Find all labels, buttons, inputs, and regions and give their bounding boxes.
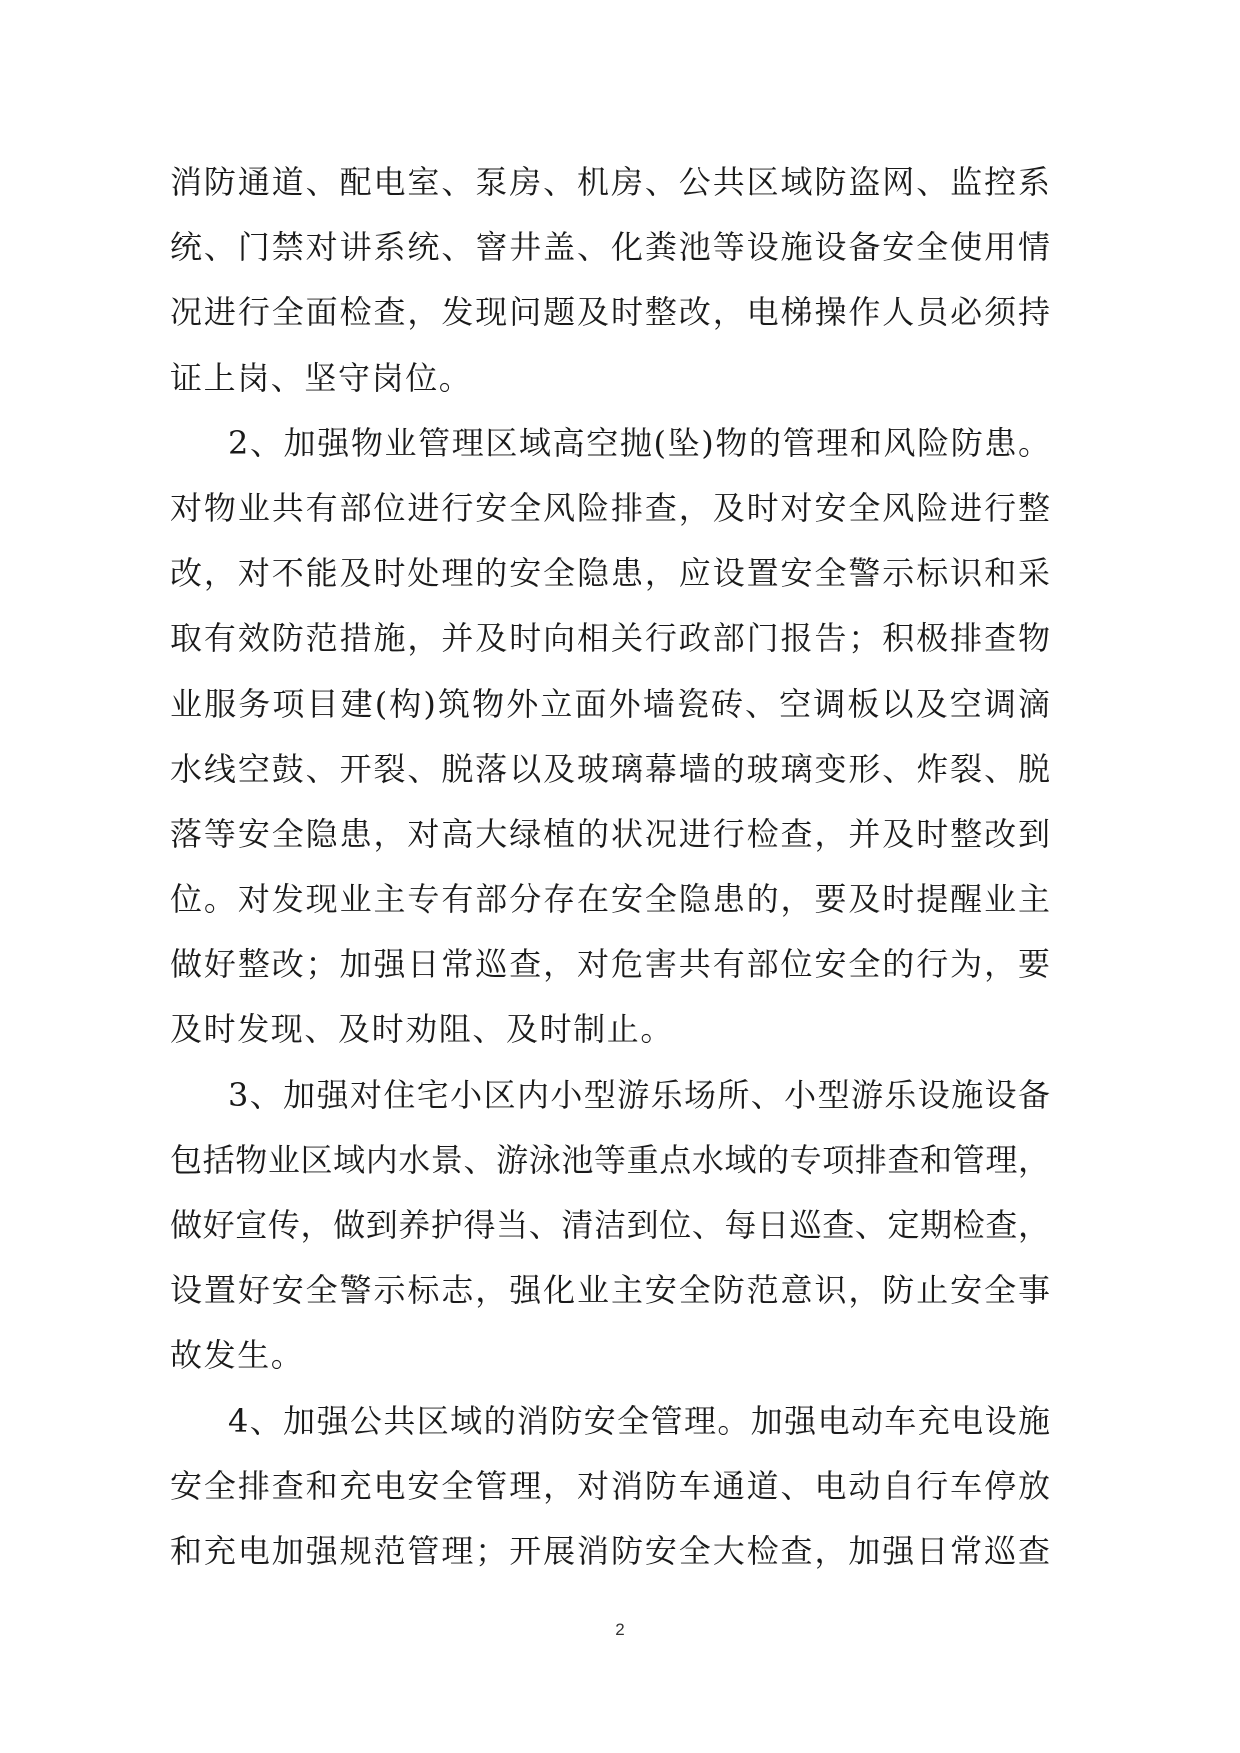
text-line: 统、门禁对讲系统、窨井盖、化粪池等设施设备安全使用情	[170, 228, 1050, 267]
text-line: 及时发现、及时劝阻、及时制止。	[170, 1010, 675, 1049]
text-line: 2、加强物业管理区域高空抛(坠)物的管理和风险防患。	[228, 423, 1050, 462]
paragraph-item-4	[170, 1389, 1050, 1585]
text-line: 4、加强公共区域的消防安全管理。加强电动车充电设施	[228, 1401, 1050, 1440]
text-line: 消防通道、配电室、泵房、机房、公共区域防盗网、监控系	[170, 163, 1050, 201]
text-line: 况进行全面检查，发现问题及时整改，电梯操作人员必须持	[170, 293, 1050, 332]
text-line: 业服务项目建(构)筑物外立面外墙瓷砖、空调板以及空调滴	[170, 684, 1050, 723]
text-line: 取有效防范措施，并及时向相关行政部门报告；积极排查物	[170, 619, 1050, 658]
text-line: 落等安全隐患，对高大绿植的状况进行检查，并及时整改到	[170, 814, 1050, 853]
text-line: 做好整改；加强日常巡查，对危害共有部位安全的行为，要	[170, 945, 1050, 984]
text-line: 故发生。	[170, 1336, 305, 1375]
text-line: 证上岗、坚守岗位。	[170, 358, 473, 397]
text-line: 水线空鼓、开裂、脱落以及玻璃幕墙的玻璃变形、炸裂、脱	[170, 749, 1050, 788]
text-line: 3、加强对住宅小区内小型游乐场所、小型游乐设施设备	[228, 1075, 1050, 1114]
text-line: 安全排查和充电安全管理，对消防车通道、电动自行车停放	[170, 1466, 1050, 1505]
text-line: 做好宣传，做到养护得当、清洁到位、每日巡查、定期检查，	[170, 1206, 1050, 1244]
paragraph-continued	[170, 150, 1050, 411]
paragraph-item-3	[170, 1063, 1050, 1389]
text-line: 和充电加强规范管理；开展消防安全大检查，加强日常巡查	[170, 1531, 1050, 1570]
paragraph-item-2	[170, 411, 1050, 1063]
text-line: 位。对发现业主专有部分存在安全隐患的，要及时提醒业主	[170, 880, 1050, 919]
text-line: 包括物业区域内水景、游泳池等重点水域的专项排查和管理，	[170, 1140, 1050, 1179]
body-text	[170, 150, 1050, 1584]
text-line: 设置好安全警示标志，强化业主安全防范意识，防止安全事	[170, 1271, 1050, 1310]
text-line: 改，对不能及时处理的安全隐患，应设置安全警示标识和采	[170, 554, 1050, 593]
text-line: 对物业共有部位进行安全风险排查，及时对安全风险进行整	[170, 488, 1050, 527]
page-number: 2	[615, 1620, 625, 1639]
